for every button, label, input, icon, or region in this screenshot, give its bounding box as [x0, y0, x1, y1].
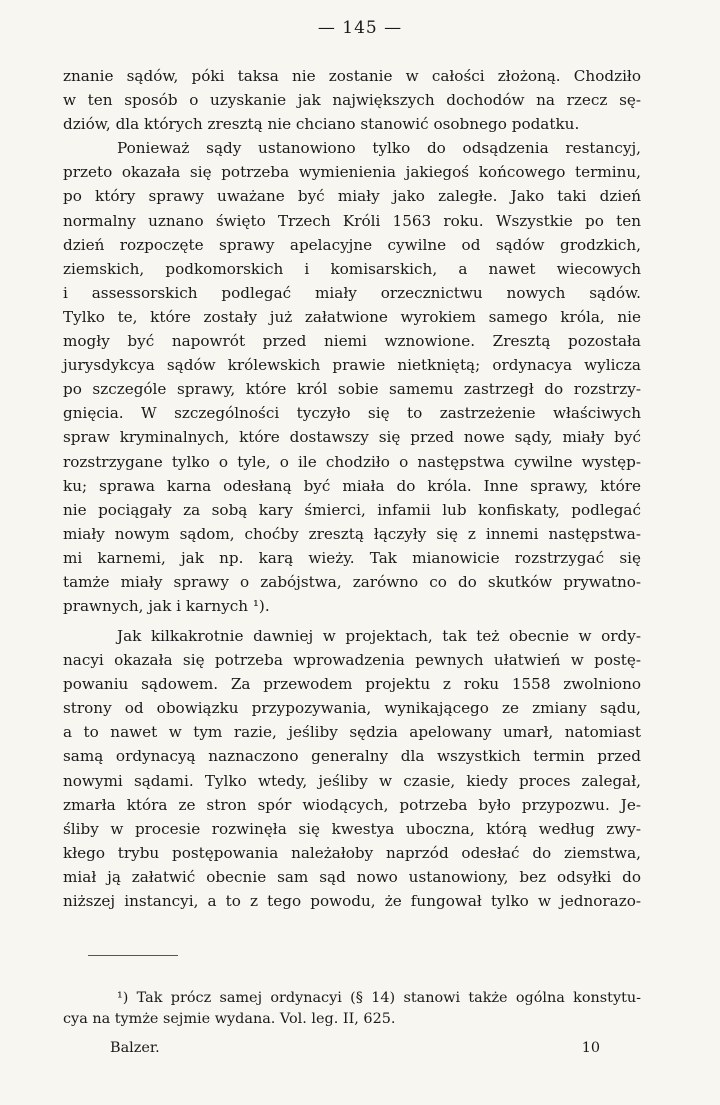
- text-line: niższej instancyi, a to z tego powodu, że fungował tylko w jednorazo-: [63, 892, 641, 911]
- text-line: Tylko te, które zostały już załatwione wyrokiem samego króla, nie: [63, 307, 641, 326]
- signature-number: 10: [581, 1040, 600, 1056]
- text-line: normalny uznano święto Trzech Króli 1563 roku. Wszystkie po ten: [63, 211, 641, 230]
- text-line: w ten sposób o uzyskanie jak największych dochodów na rzecz sę-: [63, 91, 641, 110]
- text-line: znanie sądów, póki taksa nie zostanie w całości złożoną. Chodziło: [63, 67, 641, 85]
- text-line: miał ją załatwić obecnie sam sąd nowo ustanowiony, bez odsyłki do: [63, 867, 641, 886]
- footnote: [63, 988, 641, 1030]
- text-line: po szczególe sprawy, które król sobie samemu zastrzegł do rozstrzy-: [63, 380, 641, 399]
- text-line: Jak kilkakrotnie dawniej w projektach, tak też obecnie w ordy-: [117, 627, 641, 645]
- text-line: nie pociągały za sobą kary śmierci, infamii lub konfiskaty, podlegać: [63, 500, 641, 519]
- text-line: śliby w procesie rozwinęła się kwestya uboczna, którą według zwy-: [63, 819, 641, 838]
- text-line: Ponieważ sądy ustanowiono tylko do odsądzenia restancyj,: [117, 139, 641, 158]
- text-line: nacyi okazała się potrzeba wprowadzenia pewnych ułatwień w postę-: [63, 651, 641, 670]
- text-line: rozstrzygane tylko o tyle, o ile chodziło o następstwa cywilne występ-: [63, 452, 641, 471]
- text-line: samą ordynacyą naznaczono generalny dla wszystkich termin przed: [63, 747, 641, 766]
- text-line: spraw kryminalnych, które dostawszy się przed nowe sądy, miały być: [63, 428, 641, 447]
- text-line: jurysdykcya sądów królewskich prawie nietkniętą; ordynacya wylicza: [63, 356, 641, 375]
- signature-author: Balzer.: [110, 1040, 160, 1056]
- text-line: gnięcia. W szczególności tyczyło się to zastrzeżenie właściwych: [63, 404, 641, 423]
- text-line: kłego trybu postępowania należałoby naprzód odesłać do ziemstwa,: [63, 843, 641, 862]
- text-line: po który sprawy uważane być miały jako zaległe. Jako taki dzień: [63, 187, 641, 206]
- text-line: nowymi sądami. Tylko wtedy, jeśliby w czasie, kiedy proces zalegał,: [63, 771, 641, 790]
- text-line: strony od obowiązku przypozywania, wynikającego ze zmiany sądu,: [63, 699, 641, 718]
- text-line: mogły być napowrót przed niemi wznowione. Zresztą pozostała: [63, 332, 641, 351]
- text-line: mi karnemi, jak np. karą wieży. Tak mianowicie rozstrzygać się: [63, 548, 641, 567]
- text-line: powaniu sądowem. Za przewodem projektu z roku 1558 zwolniono: [63, 675, 641, 694]
- footnote-line: cya na tymże sejmie wydana. Vol. leg. II, 625.: [63, 1011, 396, 1027]
- text-line: dzień rozpoczęte sprawy apelacyjne cywilne od sądów grodzkich,: [63, 235, 641, 254]
- paragraph-1: [63, 64, 641, 618]
- paragraph-2: [63, 624, 641, 913]
- text-line: ku; sprawa karna odesłaną być miała do króla. Inne sprawy, które: [63, 476, 641, 495]
- text-line: i assessorskich podlegać miały orzecznictwu nowych sądów.: [63, 283, 641, 302]
- footnote-divider: [88, 955, 178, 956]
- text-line: miały nowym sądom, choćby zresztą łączyły się z innemi następstwa-: [63, 524, 641, 543]
- text-line: tamże miały sprawy o zabójstwa, zarówno co do skutków prywatno-: [63, 572, 641, 591]
- text-line: a to nawet w tym razie, jeśliby sędzia apelowany umarł, natomiast: [63, 723, 641, 742]
- text-line: prawnych, jak i karnych ¹).: [63, 597, 270, 616]
- text-line: zmarła która ze stron spór wiodących, potrzeba było przypozwu. Je-: [63, 795, 641, 814]
- text-line: ziemskich, podkomorskich i komisarskich, a nawet wiecowych: [63, 259, 641, 278]
- footnote-line: ¹) Tak prócz samej ordynacyi (§ 14) stanowi także ogólna konstytu-: [117, 990, 641, 1006]
- page-number-header: — 145 —: [317, 18, 403, 38]
- text-line: dziów, dla których zresztą nie chciano stanowić osobnego podatku.: [63, 115, 580, 134]
- text-line: przeto okazała się potrzeba wymienienia jakiegoś końcowego terminu,: [63, 163, 641, 182]
